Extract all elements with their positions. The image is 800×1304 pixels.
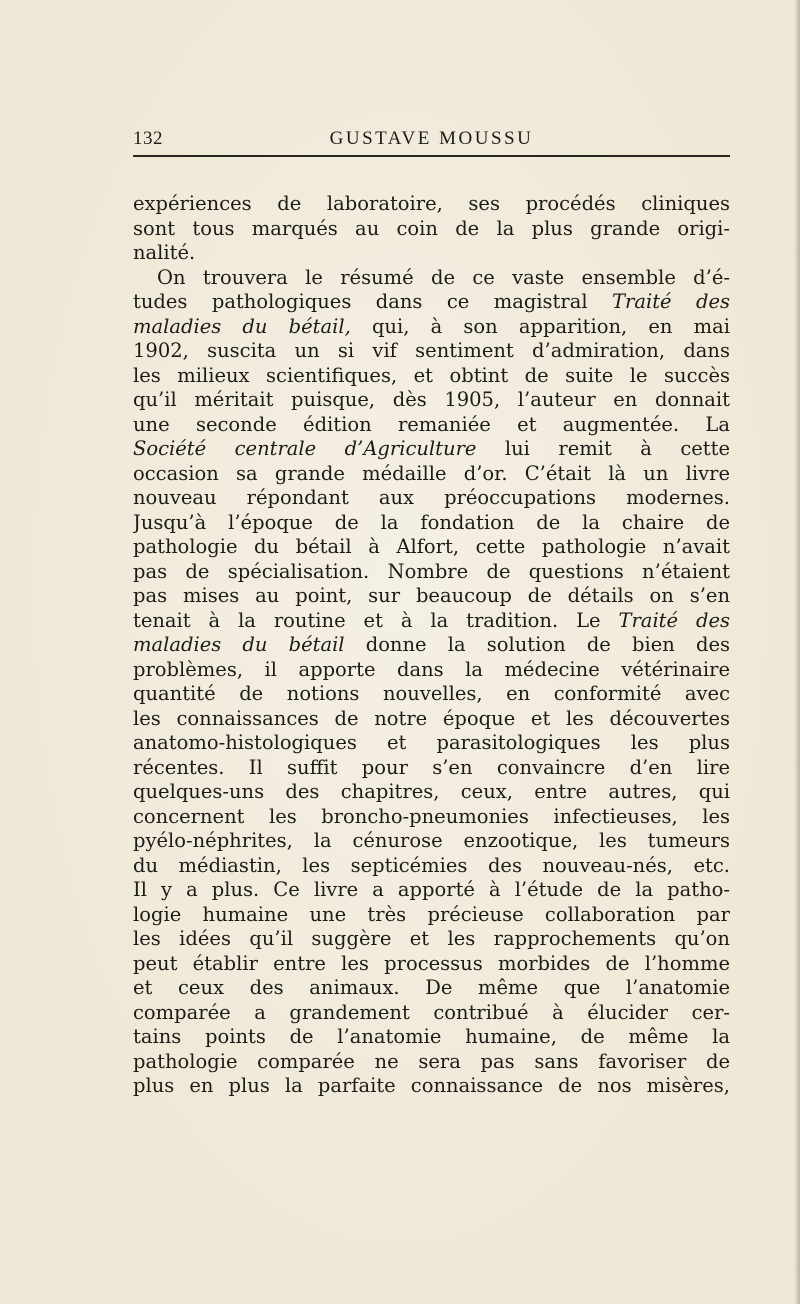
text-run: pyélo-néphrites, la cénurose enzootique, les tumeurs xyxy=(133,829,730,852)
text-run: 1902, suscita un si vif sentiment d’admiration, dans xyxy=(133,339,730,362)
text-run: Jusqu’à l’époque de la fondation de la chaire de xyxy=(133,510,730,534)
text-line xyxy=(133,364,730,389)
text-line xyxy=(133,511,730,536)
text-run: pathologie du bétail à Alfort, cette pathologie n’avait xyxy=(133,535,730,558)
text-line xyxy=(133,486,730,511)
text-line xyxy=(133,805,730,830)
italic-title: Traité des xyxy=(612,290,730,313)
text-run: pathologie comparée ne sera pas sans favoriser de xyxy=(133,1049,730,1073)
italic-title: Société centrale d’Agriculture xyxy=(133,437,477,460)
text-line xyxy=(133,658,730,683)
text-run: les milieux scientifiques, et obtint de suite le succès xyxy=(133,363,730,387)
text-run: pas de spécialisation. Nombre de questions n’étaient xyxy=(133,559,730,583)
text-run: expériences de laboratoire, ses procédés cliniques xyxy=(133,192,730,215)
text-line xyxy=(133,903,730,928)
text-line xyxy=(133,952,730,977)
text-line xyxy=(133,339,730,364)
running-title: GUSTAVE MOUSSU xyxy=(329,128,534,149)
page-edge-shadow xyxy=(794,0,800,1304)
text-run: une seconde édition remaniée et augmentée. La xyxy=(133,412,730,436)
text-run: tudes pathologiques dans ce magistral xyxy=(133,290,612,313)
text-run: les idées qu’il suggère et les rapprochements qu’on xyxy=(133,927,730,950)
text-line xyxy=(133,192,730,217)
text-line xyxy=(133,829,730,854)
text-run: nalité. xyxy=(133,241,196,264)
text-line xyxy=(133,217,730,242)
page-number: 132 xyxy=(133,128,163,149)
text-line xyxy=(133,878,730,903)
text-run: les connaissances de notre époque et les découvertes xyxy=(133,706,730,730)
text-run: Il y a plus. Ce livre a apporté à l’étude de la patho- xyxy=(133,878,730,901)
text-line xyxy=(133,241,730,266)
text-line xyxy=(133,731,730,756)
text-line xyxy=(133,584,730,609)
text-line xyxy=(133,266,730,291)
text-line xyxy=(133,1001,730,1026)
text-line xyxy=(133,707,730,732)
text-run: logie humaine une très précieuse collaboration par xyxy=(133,902,730,926)
text-run: qui, à son apparition, en mai xyxy=(350,314,730,338)
text-line xyxy=(133,756,730,781)
text-run: plus en plus la parfaite connaissance de nos misères, xyxy=(133,1074,730,1097)
text-run: peut établir entre les processus morbides de l’homme xyxy=(133,951,730,975)
page-header xyxy=(133,124,730,154)
text-run: donne la solution de bien des xyxy=(344,633,730,656)
italic-title: maladies du bétail, xyxy=(133,314,351,338)
text-line xyxy=(133,633,730,658)
text-line xyxy=(133,290,730,315)
text-line xyxy=(133,388,730,413)
body-text xyxy=(133,192,730,1099)
text-line xyxy=(133,976,730,1001)
text-run: pas mises au point, sur beaucoup de détails on s’en xyxy=(133,584,730,607)
text-run: quantité de notions nouvelles, en conformité avec xyxy=(133,682,730,705)
text-line xyxy=(133,1074,730,1099)
text-line xyxy=(133,780,730,805)
text-line xyxy=(133,682,730,707)
text-run: nouveau répondant aux préoccupations modernes. xyxy=(133,486,730,509)
text-run: qu’il méritait puisque, dès 1905, l’auteur en donnait xyxy=(133,388,730,411)
text-line xyxy=(133,927,730,952)
text-line xyxy=(133,609,730,634)
text-line xyxy=(133,1025,730,1050)
text-run: récentes. Il suffit pour s’en convaincre d’en lire xyxy=(133,755,730,779)
text-run: comparée a grandement contribué à élucider cer- xyxy=(133,1000,730,1024)
text-run: concernent les broncho-pneumonies infectieuses, les xyxy=(133,804,730,828)
text-run: et ceux des animaux. De même que l’anatomie xyxy=(133,976,730,999)
italic-title: Traité des xyxy=(618,608,730,632)
text-run: quelques-uns des chapitres, ceux, entre autres, qui xyxy=(133,780,730,803)
text-line xyxy=(133,560,730,585)
text-run: anatomo-histologiques et parasitologiques les plus xyxy=(133,731,730,754)
text-run: lui remit à cette xyxy=(476,437,730,460)
text-line xyxy=(133,437,730,462)
text-run: tenait à la routine et à la tradition. Le xyxy=(133,608,619,632)
text-run: sont tous marqués au coin de la plus grande origi- xyxy=(133,216,730,240)
text-run: occasion sa grande médaille d’or. C’était là un livre xyxy=(133,461,730,485)
text-run: tains points de l’anatomie humaine, de même la xyxy=(133,1025,730,1048)
text-run: du médiastin, les septicémies des nouveau-nés, etc. xyxy=(133,853,730,877)
text-line xyxy=(133,535,730,560)
text-run: On trouvera le résumé de ce vaste ensemble d’é- xyxy=(157,265,730,289)
text-run: problèmes, il apporte dans la médecine vétérinaire xyxy=(133,657,730,681)
text-line xyxy=(133,413,730,438)
italic-title: maladies du bétail xyxy=(133,633,345,656)
header-rule xyxy=(133,155,730,157)
text-line xyxy=(133,315,730,340)
text-line xyxy=(133,462,730,487)
text-line xyxy=(133,854,730,879)
text-line xyxy=(133,1050,730,1075)
